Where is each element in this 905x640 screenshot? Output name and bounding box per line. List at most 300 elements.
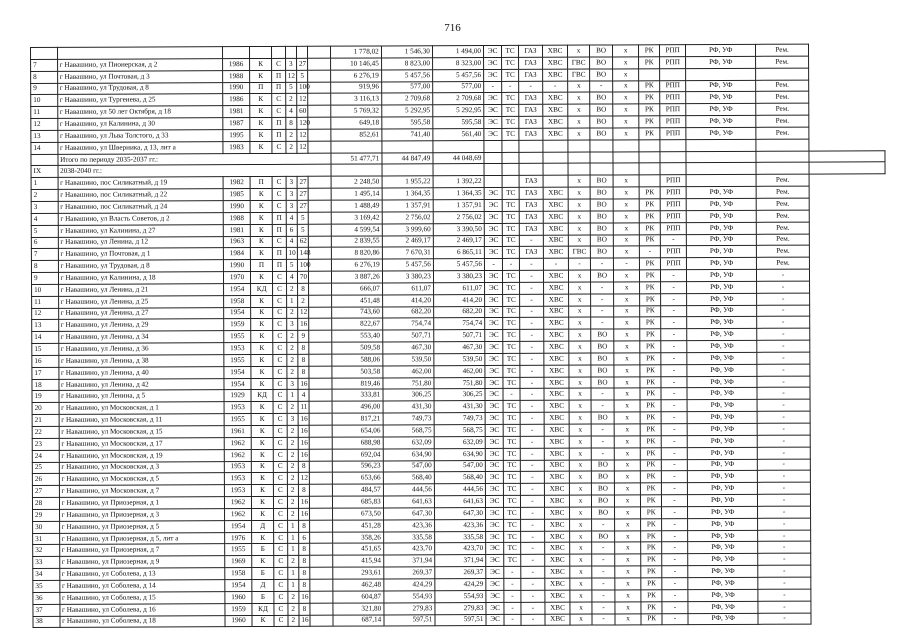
cell: 654,06 bbox=[332, 425, 383, 437]
cell: - bbox=[521, 602, 546, 614]
cell: - bbox=[544, 258, 569, 270]
cell: х bbox=[568, 128, 591, 140]
cell: г Навашино, ул Ленина, д 42 bbox=[59, 378, 225, 391]
cell: 2 bbox=[287, 485, 298, 497]
cell: 7 bbox=[31, 59, 58, 71]
cell: РПП bbox=[660, 246, 687, 258]
cell: - bbox=[758, 518, 811, 530]
cell: К bbox=[250, 236, 273, 248]
cell-spacer bbox=[308, 70, 331, 82]
cell: 1 488,49 bbox=[331, 200, 382, 212]
cell: РК bbox=[640, 187, 661, 199]
cell: ХВС bbox=[543, 116, 568, 128]
cell: 751,80 bbox=[383, 377, 434, 389]
cell: ЭС bbox=[485, 342, 503, 354]
cell: К bbox=[251, 366, 274, 378]
cell: 70 bbox=[297, 271, 308, 283]
cell: Рем. bbox=[756, 234, 809, 246]
cell-spacer bbox=[309, 378, 332, 390]
cell: х bbox=[612, 45, 639, 57]
cell: х bbox=[613, 211, 640, 223]
cell: 1 495,14 bbox=[331, 188, 382, 200]
cell: С bbox=[274, 556, 287, 568]
cell: ХВС bbox=[544, 424, 569, 436]
cell: С bbox=[273, 342, 286, 354]
cell: 28 bbox=[32, 497, 59, 509]
cell: х bbox=[613, 282, 640, 294]
cell: К bbox=[250, 224, 273, 236]
cell: г Навашино, ул Ленина, д 5 bbox=[59, 390, 225, 403]
cell: х bbox=[570, 590, 593, 602]
cell: х bbox=[612, 80, 639, 92]
section-num: IX bbox=[31, 166, 58, 178]
cell: ХВС bbox=[544, 211, 569, 223]
cell: 749,73 bbox=[434, 413, 485, 425]
cell: ХВС bbox=[543, 187, 568, 199]
cell: ТС bbox=[503, 187, 519, 199]
cell: г Навашино, ул 50 лет Октября, д 18 bbox=[57, 106, 223, 119]
cell: РФ, УФ bbox=[687, 329, 757, 341]
cell: 14 bbox=[32, 332, 59, 344]
cell bbox=[686, 175, 756, 187]
cell: 20 bbox=[32, 403, 59, 415]
cell: 611,07 bbox=[382, 283, 433, 295]
cell: 100 bbox=[297, 259, 308, 271]
cell: ХВС bbox=[544, 412, 569, 424]
cell: 554,93 bbox=[384, 591, 435, 603]
cell: - bbox=[568, 258, 591, 270]
cell: ХВС bbox=[545, 483, 570, 495]
cell: ЭС bbox=[484, 235, 502, 247]
cell-spacer bbox=[310, 532, 333, 544]
cell: х bbox=[614, 388, 641, 400]
cell: 1963 bbox=[224, 236, 251, 248]
cell: - bbox=[661, 507, 688, 519]
cell: ХВС bbox=[544, 389, 569, 401]
cell: 2 bbox=[286, 283, 297, 295]
cell: ГВС bbox=[567, 69, 590, 81]
cell: 2 248,50 bbox=[331, 176, 382, 188]
cell: х bbox=[569, 389, 592, 401]
cell: х bbox=[613, 199, 640, 211]
cell: 26 bbox=[32, 474, 59, 486]
cell: РПП bbox=[660, 92, 687, 104]
cell: 1 955,22 bbox=[382, 176, 433, 188]
cell: х bbox=[613, 92, 640, 104]
cell: ВО bbox=[590, 128, 613, 140]
cell: - bbox=[757, 340, 810, 352]
cell: г Навашино, ул Московская, д 11 bbox=[59, 414, 225, 427]
cell: 2 bbox=[286, 331, 297, 343]
cell: х bbox=[615, 566, 642, 578]
cell: - bbox=[520, 483, 545, 495]
cell: х bbox=[568, 175, 591, 187]
cell-spacer bbox=[308, 176, 331, 188]
cell: г Навашино, ул Калинина, д 30 bbox=[57, 118, 223, 131]
cell: 588,06 bbox=[331, 354, 382, 366]
cell: - bbox=[757, 459, 810, 471]
cell: х bbox=[568, 270, 591, 282]
cell: РК bbox=[641, 518, 662, 530]
cell: - bbox=[662, 554, 689, 566]
cell: 306,25 bbox=[383, 389, 434, 401]
cell: - bbox=[661, 353, 688, 365]
cell: г Навашино, ул Приозерная, д 7 bbox=[59, 544, 225, 557]
cell: 424,29 bbox=[384, 579, 435, 591]
cell: 3 bbox=[287, 413, 298, 425]
cell: - bbox=[520, 424, 545, 436]
cell: ТС bbox=[504, 507, 520, 519]
cell: 8 bbox=[299, 579, 310, 591]
cell-spacer bbox=[309, 390, 332, 402]
cell: ТС bbox=[503, 330, 519, 342]
cell-spacer bbox=[310, 603, 333, 615]
cell: К bbox=[251, 437, 274, 449]
cell: х bbox=[570, 554, 593, 566]
cell: 2 bbox=[297, 295, 308, 307]
cell: ТС bbox=[504, 495, 520, 507]
cell-spacer bbox=[309, 425, 332, 437]
cell: РФ, УФ bbox=[687, 317, 757, 329]
cell: 1995 bbox=[223, 129, 250, 141]
cell: х bbox=[614, 495, 641, 507]
cell bbox=[756, 139, 809, 151]
cell: х bbox=[569, 400, 592, 412]
cell: х bbox=[615, 590, 642, 602]
cell: 12 bbox=[297, 307, 308, 319]
cell: - bbox=[520, 353, 545, 365]
cell: х bbox=[615, 578, 642, 590]
cell: г Навашино, ул Приозерная, д 1 bbox=[59, 497, 225, 510]
cell: 685,83 bbox=[332, 496, 383, 508]
cell: ХВС bbox=[544, 365, 569, 377]
cell-spacer bbox=[309, 354, 332, 366]
cell: - bbox=[640, 246, 661, 258]
cell: х bbox=[614, 519, 641, 531]
cell bbox=[223, 47, 250, 59]
cell: РК bbox=[641, 554, 662, 566]
cell: С bbox=[273, 378, 286, 390]
cell: - bbox=[758, 601, 811, 613]
cell: - bbox=[661, 329, 688, 341]
section-label: 2038-2040 гг.: bbox=[58, 165, 331, 178]
cell: ГАЗ bbox=[519, 187, 544, 199]
cell: - bbox=[661, 459, 688, 471]
cell: К bbox=[251, 331, 274, 343]
cell bbox=[296, 46, 307, 58]
cell: 16 bbox=[298, 449, 309, 461]
cell: г Навашино, ул Приозерная, д 5, лит а bbox=[59, 532, 225, 545]
cell: г Навашино, ул Ленина, д 27 bbox=[58, 307, 224, 320]
cell: ТС bbox=[504, 484, 520, 496]
cell: х bbox=[569, 542, 592, 554]
cell: 568,40 bbox=[383, 472, 434, 484]
cell: х bbox=[614, 471, 641, 483]
cell: 2 bbox=[285, 129, 296, 141]
cell: 6 bbox=[31, 237, 58, 249]
cell: 25 bbox=[32, 462, 59, 474]
cell: 1959 bbox=[224, 319, 251, 331]
cell: 1 bbox=[287, 567, 298, 579]
cell: РПП bbox=[660, 116, 687, 128]
cell: х bbox=[613, 294, 640, 306]
cell: 269,37 bbox=[435, 567, 486, 579]
cell: П bbox=[250, 260, 273, 272]
cell: 16 bbox=[299, 591, 310, 603]
cell: 1962 bbox=[225, 508, 252, 520]
cell: - bbox=[520, 543, 545, 555]
cell: 467,30 bbox=[383, 342, 434, 354]
cell: 5 457,56 bbox=[382, 259, 433, 271]
cell: г Навашино, пос Силикатный, д 22 bbox=[58, 189, 224, 202]
cell: С bbox=[274, 508, 287, 520]
cell: г Навашино, пос Силикатный, д 19 bbox=[58, 177, 224, 190]
cell: 1990 bbox=[224, 260, 251, 272]
cell: - bbox=[757, 317, 810, 329]
cell: г Навашино, ул Льва Толстого, д 33 bbox=[57, 130, 223, 143]
cell-spacer bbox=[309, 413, 332, 425]
cell: РК bbox=[641, 590, 662, 602]
cell: х bbox=[612, 57, 639, 69]
cell: РК bbox=[641, 613, 662, 625]
cell: С bbox=[274, 473, 287, 485]
cell: ТС bbox=[504, 472, 520, 484]
cell: - bbox=[591, 388, 614, 400]
cell: РФ, УФ bbox=[687, 305, 757, 317]
cell: - bbox=[521, 614, 546, 626]
cell: 1986 bbox=[223, 94, 250, 106]
cell: ВО bbox=[592, 471, 615, 483]
cell-spacer bbox=[308, 94, 331, 106]
cell: - bbox=[591, 424, 614, 436]
cell: 751,80 bbox=[434, 377, 485, 389]
cell: РФ, УФ bbox=[687, 186, 757, 198]
cell: К bbox=[251, 497, 274, 509]
cell: 3 bbox=[286, 200, 297, 212]
cell: - bbox=[591, 306, 614, 318]
cell: 2 bbox=[286, 342, 297, 354]
cell: - bbox=[757, 435, 810, 447]
cell: х bbox=[568, 294, 591, 306]
cell: 1954 bbox=[224, 378, 251, 390]
cell: х bbox=[570, 566, 593, 578]
cell: С bbox=[273, 271, 286, 283]
cell: РФ, УФ bbox=[687, 293, 757, 305]
cell: 444,56 bbox=[434, 484, 485, 496]
cell: 2 bbox=[287, 556, 298, 568]
cell: ВО bbox=[590, 116, 613, 128]
cell: - bbox=[520, 436, 545, 448]
cell: К bbox=[250, 271, 273, 283]
cell: 27 bbox=[296, 58, 307, 70]
cell: - bbox=[592, 613, 615, 625]
cell: - bbox=[520, 365, 545, 377]
cell: ХВС bbox=[543, 199, 568, 211]
cell: ГВС bbox=[568, 246, 591, 258]
cell: х bbox=[613, 305, 640, 317]
cell: 36 bbox=[33, 592, 60, 604]
cell: ТС bbox=[503, 318, 519, 330]
cell: - bbox=[592, 519, 615, 531]
cell: ЭС bbox=[485, 507, 503, 519]
cell bbox=[639, 140, 660, 152]
cell: 462,00 bbox=[383, 366, 434, 378]
cell: 3 bbox=[285, 58, 296, 70]
cell: 10 bbox=[31, 95, 58, 107]
cell: - bbox=[661, 471, 688, 483]
cell: К bbox=[251, 354, 274, 366]
cell: С bbox=[273, 236, 286, 248]
cell: 647,30 bbox=[383, 508, 434, 520]
cell: ЭС bbox=[484, 128, 502, 140]
cell: РФ, УФ bbox=[687, 210, 757, 222]
cell: К bbox=[250, 248, 273, 260]
cell: ЭС bbox=[486, 531, 504, 543]
cell-spacer bbox=[308, 129, 331, 141]
cell: 12 bbox=[285, 70, 296, 82]
cell: ВО bbox=[590, 104, 613, 116]
cell: РФ, УФ bbox=[687, 340, 757, 352]
cell: г Навашино, ул Тургенева, д 25 bbox=[57, 94, 223, 107]
cell: - bbox=[520, 495, 545, 507]
cell: ЭС bbox=[484, 223, 502, 235]
cell-spacer bbox=[308, 82, 331, 94]
cell: 503,58 bbox=[332, 366, 383, 378]
cell: - bbox=[757, 482, 810, 494]
cell: 2 bbox=[286, 141, 297, 153]
cell: 741,40 bbox=[382, 129, 433, 141]
cell: х bbox=[568, 211, 591, 223]
cell: ХВС bbox=[545, 519, 570, 531]
cell: ВО bbox=[591, 341, 614, 353]
subtotal-v2: 44 847,49 bbox=[382, 152, 433, 164]
cell: 3 887,26 bbox=[331, 271, 382, 283]
cell: 32 bbox=[33, 545, 60, 557]
cell: 451,65 bbox=[332, 543, 383, 555]
cell: ГАЗ bbox=[519, 104, 544, 116]
cell: РФ, УФ bbox=[686, 56, 756, 68]
cell: - bbox=[758, 565, 811, 577]
cell: РК bbox=[641, 447, 662, 459]
cell: С bbox=[273, 390, 286, 402]
cell: К bbox=[251, 485, 274, 497]
cell: 2 bbox=[287, 402, 298, 414]
cell: - bbox=[519, 330, 544, 342]
cell: РК bbox=[641, 483, 662, 495]
cell: РФ, УФ bbox=[686, 115, 756, 127]
cell: 2 bbox=[286, 307, 297, 319]
cell: 3 bbox=[286, 188, 297, 200]
cell: 12 bbox=[297, 141, 308, 153]
cell: 1958 bbox=[225, 568, 252, 580]
cell: РК bbox=[640, 353, 661, 365]
cell: - bbox=[504, 566, 520, 578]
cell: РФ, УФ bbox=[688, 601, 758, 613]
cell: 1955 bbox=[224, 331, 251, 343]
cell: ЭС bbox=[485, 424, 503, 436]
cell-spacer bbox=[309, 271, 332, 283]
cell: - bbox=[592, 448, 615, 460]
cell: 8 bbox=[285, 117, 296, 129]
cell: 17 bbox=[32, 367, 59, 379]
cell: ХВС bbox=[544, 246, 569, 258]
cell: 6 bbox=[286, 224, 297, 236]
cell-spacer bbox=[309, 307, 332, 319]
cell bbox=[484, 140, 502, 152]
cell: 451,28 bbox=[332, 520, 383, 532]
cell: г Навашино, ул Приозерная, д 3 bbox=[59, 509, 225, 522]
cell: 19 bbox=[32, 391, 59, 403]
cell: ХВС bbox=[543, 45, 568, 57]
cell: ВО bbox=[590, 45, 613, 57]
cell: 5 bbox=[285, 82, 296, 94]
cell: 6 276,19 bbox=[330, 70, 381, 82]
cell: ЭС bbox=[485, 294, 503, 306]
cell: 1990 bbox=[223, 82, 250, 94]
cell: ХВС bbox=[543, 104, 568, 116]
cell: К bbox=[251, 414, 274, 426]
cell-spacer bbox=[309, 259, 332, 271]
cell: РФ, УФ bbox=[687, 234, 757, 246]
cell: ТС bbox=[503, 401, 519, 413]
cell: ВО bbox=[590, 57, 613, 69]
cell: х bbox=[568, 104, 591, 116]
cell-spacer bbox=[309, 342, 332, 354]
cell: х bbox=[613, 187, 640, 199]
cell: ХВС bbox=[545, 495, 570, 507]
cell: ТС bbox=[502, 45, 518, 57]
cell: С bbox=[273, 307, 286, 319]
cell: - bbox=[520, 460, 545, 472]
cell: ТС bbox=[504, 460, 520, 472]
cell: х bbox=[567, 81, 590, 93]
cell: ЭС bbox=[485, 282, 503, 294]
cell: РК bbox=[641, 436, 662, 448]
cell: 2 839,55 bbox=[331, 235, 382, 247]
cell: ХВС bbox=[545, 602, 570, 614]
cell: РК bbox=[641, 424, 662, 436]
cell: 35 bbox=[33, 580, 60, 592]
cell: 595,58 bbox=[382, 117, 433, 129]
cell: 414,20 bbox=[382, 294, 433, 306]
cell: 8 bbox=[298, 342, 309, 354]
cell: 507,71 bbox=[382, 330, 433, 342]
cell: 496,00 bbox=[332, 401, 383, 413]
cell: 5 292,95 bbox=[433, 105, 484, 117]
cell: 27 bbox=[297, 200, 308, 212]
cell: - bbox=[504, 590, 520, 602]
cell: ХВС bbox=[545, 507, 570, 519]
cell: х bbox=[614, 507, 641, 519]
cell bbox=[660, 139, 687, 151]
cell: С bbox=[272, 200, 285, 212]
cell: 269,37 bbox=[384, 567, 435, 579]
cell: х bbox=[613, 270, 640, 282]
cell: ХВС bbox=[544, 282, 569, 294]
cell: - bbox=[519, 270, 544, 282]
cell: - bbox=[484, 259, 502, 271]
rows-period-2035-2037 bbox=[31, 44, 885, 154]
cell: К bbox=[250, 307, 273, 319]
cell: РК bbox=[640, 341, 661, 353]
cell: 2 756,02 bbox=[433, 211, 484, 223]
cell: х bbox=[614, 530, 641, 542]
cell: 568,75 bbox=[434, 425, 485, 437]
cell: 16 bbox=[299, 615, 310, 627]
subtotal-v3: 44 048,69 bbox=[433, 152, 484, 164]
cell: К bbox=[250, 94, 273, 106]
cell: 5 bbox=[31, 225, 58, 237]
